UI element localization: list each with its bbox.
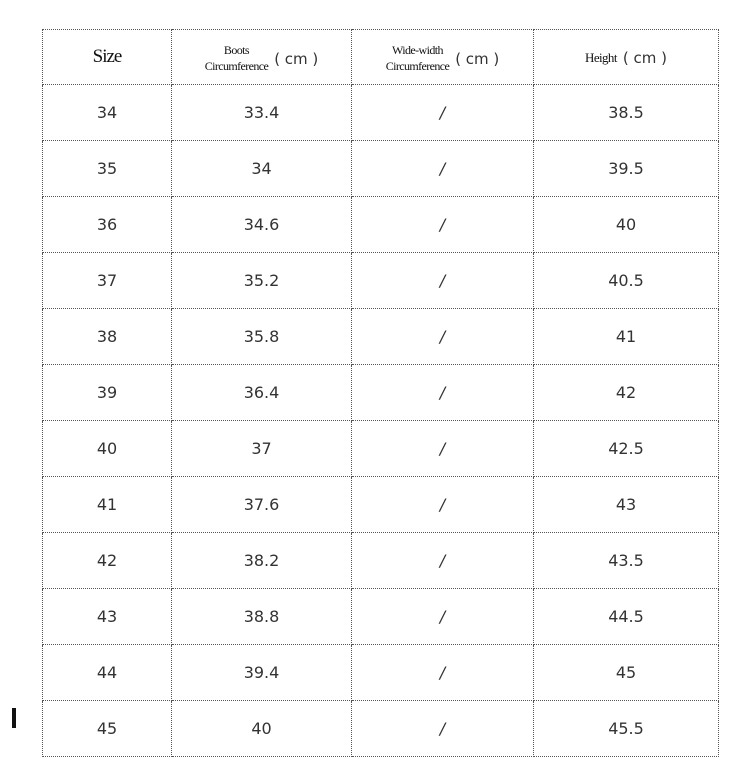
header-wide-line2: Circumference bbox=[385, 59, 450, 73]
cell-wide-width: / bbox=[352, 141, 534, 197]
cell-height: 39.5 bbox=[534, 141, 719, 197]
table-row bbox=[43, 85, 719, 141]
header-size-label: Size bbox=[92, 46, 122, 67]
table-row bbox=[43, 701, 719, 757]
cell-wide-width: / bbox=[352, 253, 534, 309]
cell-size: 40 bbox=[43, 421, 172, 477]
header-boots-circumference bbox=[172, 30, 352, 85]
header-wide-width-circumference bbox=[352, 30, 534, 85]
cell-height: 42 bbox=[534, 365, 719, 421]
header-size bbox=[43, 30, 172, 85]
table-row bbox=[43, 197, 719, 253]
cell-size: 34 bbox=[43, 85, 172, 141]
cell-boots-circumference: 37.6 bbox=[172, 477, 352, 533]
table-row bbox=[43, 421, 719, 477]
table-row bbox=[43, 589, 719, 645]
cell-size: 44 bbox=[43, 645, 172, 701]
cell-boots-circumference: 33.4 bbox=[172, 85, 352, 141]
cell-size: 41 bbox=[43, 477, 172, 533]
cell-boots-circumference: 34 bbox=[172, 141, 352, 197]
cell-wide-width: / bbox=[352, 701, 534, 757]
header-boots-line2: Circumference bbox=[204, 59, 269, 73]
table-row bbox=[43, 365, 719, 421]
header-wide-line1: Wide-width bbox=[392, 43, 443, 58]
size-chart-table bbox=[42, 29, 719, 757]
cell-size: 43 bbox=[43, 589, 172, 645]
table-row bbox=[43, 141, 719, 197]
header-row bbox=[43, 30, 719, 85]
cell-wide-width: / bbox=[352, 309, 534, 365]
cell-boots-circumference: 34.6 bbox=[172, 197, 352, 253]
cell-wide-width: / bbox=[352, 421, 534, 477]
cell-wide-width: / bbox=[352, 197, 534, 253]
cell-boots-circumference: 39.4 bbox=[172, 645, 352, 701]
cell-wide-width: / bbox=[352, 589, 534, 645]
cell-height: 40 bbox=[534, 197, 719, 253]
cell-size: 36 bbox=[43, 197, 172, 253]
cell-wide-width: / bbox=[352, 365, 534, 421]
cell-size: 35 bbox=[43, 141, 172, 197]
cell-size: 39 bbox=[43, 365, 172, 421]
cell-size: 45 bbox=[43, 701, 172, 757]
cell-wide-width: / bbox=[352, 477, 534, 533]
cell-height: 42.5 bbox=[534, 421, 719, 477]
cell-boots-circumference: 37 bbox=[172, 421, 352, 477]
cell-boots-circumference: 35.2 bbox=[172, 253, 352, 309]
cell-height: 44.5 bbox=[534, 589, 719, 645]
cell-height: 40.5 bbox=[534, 253, 719, 309]
table-row bbox=[43, 645, 719, 701]
cell-boots-circumference: 35.8 bbox=[172, 309, 352, 365]
cell-wide-width: / bbox=[352, 85, 534, 141]
cursor-marker bbox=[12, 708, 16, 728]
header-height bbox=[534, 30, 719, 85]
header-wide-unit: ( cm ) bbox=[455, 50, 500, 68]
cell-size: 37 bbox=[43, 253, 172, 309]
header-height-unit: ( cm ) bbox=[622, 49, 667, 67]
cell-wide-width: / bbox=[352, 533, 534, 589]
cell-wide-width: / bbox=[352, 645, 534, 701]
cell-size: 38 bbox=[43, 309, 172, 365]
cell-size: 42 bbox=[43, 533, 172, 589]
header-boots-line1: Boots bbox=[223, 43, 249, 58]
cell-height: 45 bbox=[534, 645, 719, 701]
table-row bbox=[43, 477, 719, 533]
table-row bbox=[43, 309, 719, 365]
cell-boots-circumference: 40 bbox=[172, 701, 352, 757]
cell-height: 38.5 bbox=[534, 85, 719, 141]
cell-boots-circumference: 38.2 bbox=[172, 533, 352, 589]
cell-boots-circumference: 36.4 bbox=[172, 365, 352, 421]
cell-boots-circumference: 38.8 bbox=[172, 589, 352, 645]
cell-height: 43 bbox=[534, 477, 719, 533]
header-boots-unit: ( cm ) bbox=[274, 50, 319, 68]
header-height-label: Height bbox=[585, 50, 617, 65]
table-row bbox=[43, 533, 719, 589]
cell-height: 41 bbox=[534, 309, 719, 365]
table-row bbox=[43, 253, 719, 309]
cell-height: 45.5 bbox=[534, 701, 719, 757]
cell-height: 43.5 bbox=[534, 533, 719, 589]
